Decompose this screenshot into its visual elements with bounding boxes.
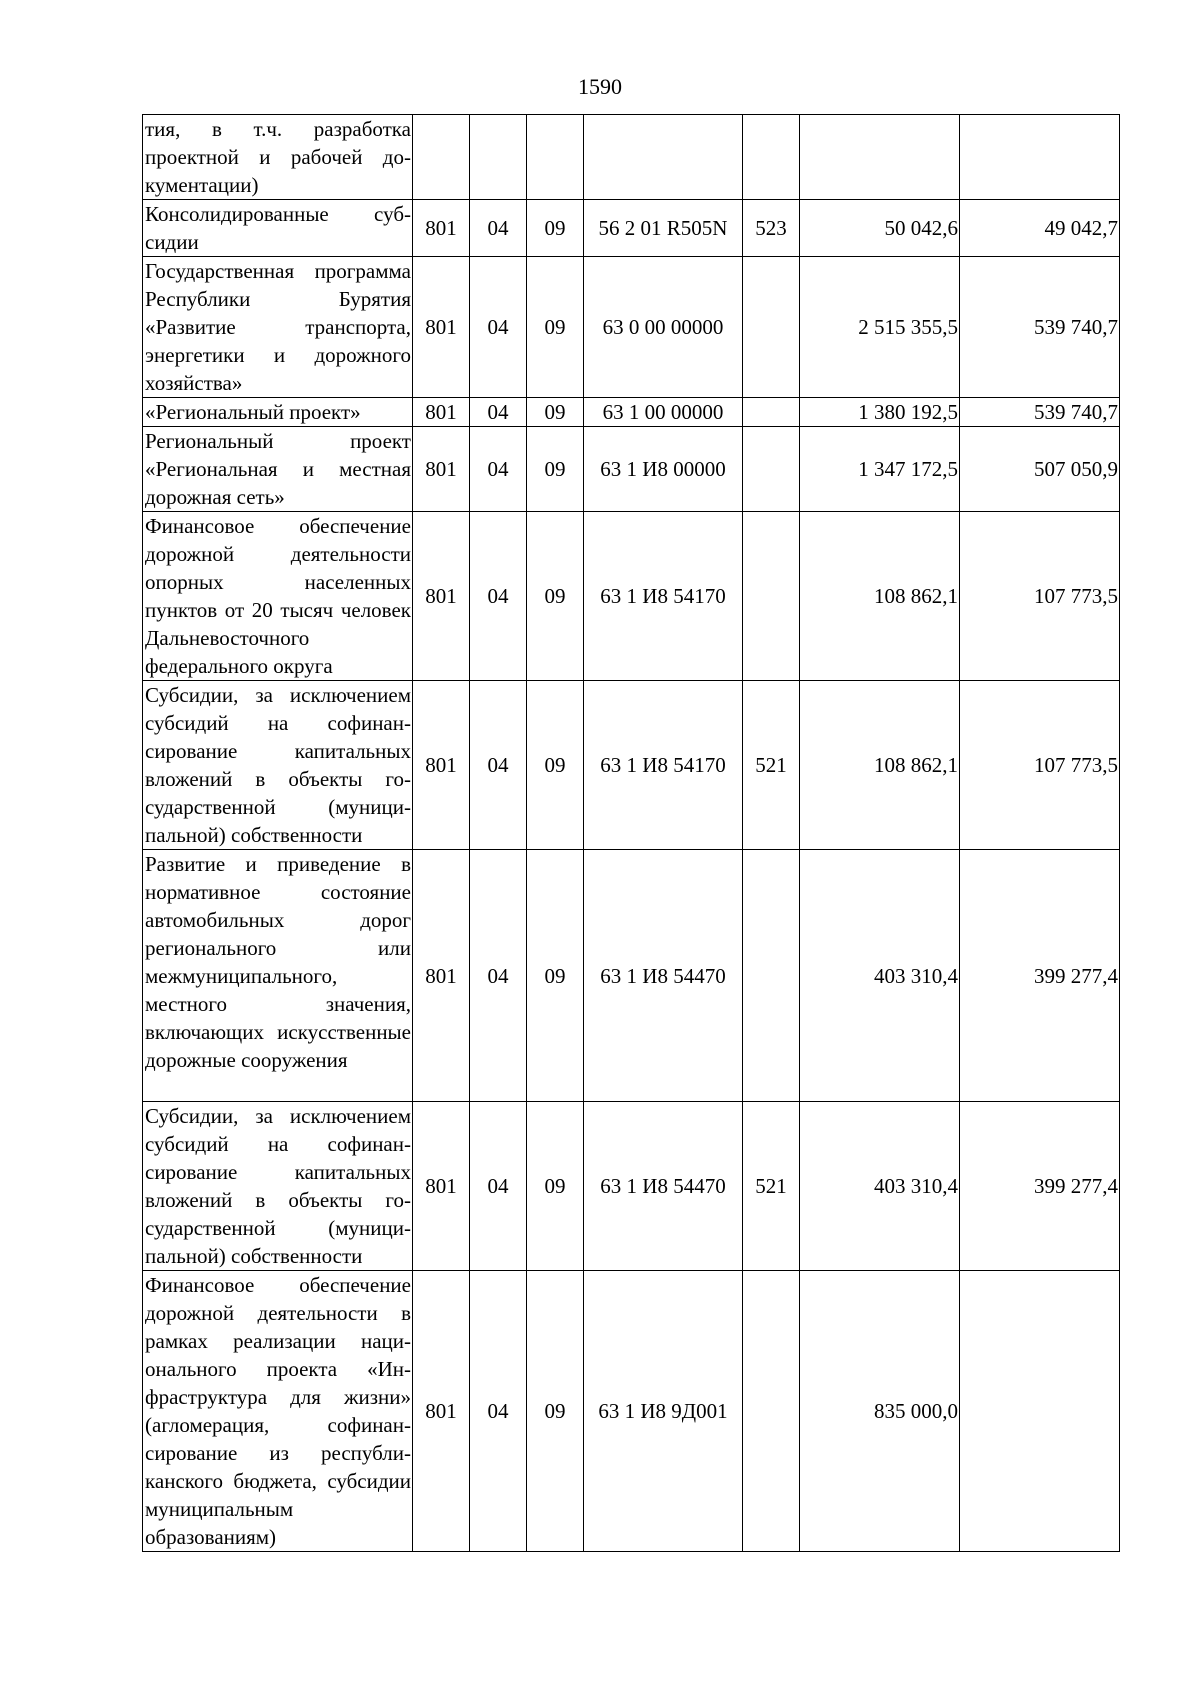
target-article-cell: 63 1 00 00000 (584, 398, 743, 427)
target-article-cell: 63 1 И8 54170 (584, 681, 743, 850)
row-name-cell: Субсидии, за исключением субсидий на софинансирование капитальных вложений в объекты государственной (муниципальной) собственности (143, 1102, 413, 1271)
amount-1-cell: 403 310,4 (800, 1102, 960, 1271)
amount-1-cell: 2 515 355,5 (800, 257, 960, 398)
section-code-cell: 04 (470, 398, 527, 427)
section-code-cell: 04 (470, 1102, 527, 1271)
budget-table (142, 114, 1120, 1552)
target-article-cell: 63 1 И8 54470 (584, 1102, 743, 1271)
ministry-code-cell: 801 (413, 681, 470, 850)
expense-type-cell (743, 257, 800, 398)
row-name-cell: Региональный проект «Региональная и местная дорожная сеть» (143, 427, 413, 512)
subsection-code-cell: 09 (527, 1102, 584, 1271)
expense-type-cell: 521 (743, 1102, 800, 1271)
subsection-code-cell: 09 (527, 850, 584, 1102)
target-article-cell: 63 1 И8 54470 (584, 850, 743, 1102)
amount-2-cell (960, 1271, 1120, 1552)
amount-2-cell: 539 740,7 (960, 257, 1120, 398)
amount-2-cell: 399 277,4 (960, 1102, 1120, 1271)
target-article-cell: 63 1 И8 9Д001 (584, 1271, 743, 1552)
row-name-cell: «Региональный проект» (143, 398, 413, 427)
subsection-code-cell: 09 (527, 200, 584, 257)
subsection-code-cell: 09 (527, 427, 584, 512)
amount-1-cell (800, 115, 960, 200)
table-row (143, 200, 1120, 257)
expense-type-cell (743, 115, 800, 200)
amount-1-cell: 835 000,0 (800, 1271, 960, 1552)
amount-2-cell: 107 773,5 (960, 681, 1120, 850)
target-article-cell: 63 0 00 00000 (584, 257, 743, 398)
subsection-code-cell (527, 115, 584, 200)
ministry-code-cell (413, 115, 470, 200)
target-article-cell: 63 1 И8 54170 (584, 512, 743, 681)
section-code-cell: 04 (470, 200, 527, 257)
amount-1-cell: 1 347 172,5 (800, 427, 960, 512)
amount-2-cell: 507 050,9 (960, 427, 1120, 512)
subsection-code-cell: 09 (527, 1271, 584, 1552)
amount-1-cell: 403 310,4 (800, 850, 960, 1102)
table-row (143, 427, 1120, 512)
table-row (143, 512, 1120, 681)
table-row (143, 1271, 1120, 1552)
amount-2-cell: 49 042,7 (960, 200, 1120, 257)
table-row (143, 115, 1120, 200)
amount-1-cell: 1 380 192,5 (800, 398, 960, 427)
row-name-cell: Консолидированные субсидии (143, 200, 413, 257)
section-code-cell (470, 115, 527, 200)
row-name-cell: Государственная программа Республики Бурятия «Развитие транспорта, энергетики и дорожного хозяйства» (143, 257, 413, 398)
ministry-code-cell: 801 (413, 850, 470, 1102)
subsection-code-cell: 09 (527, 257, 584, 398)
expense-type-cell (743, 398, 800, 427)
row-name-cell: Финансовое обеспечение дорожной деятельности опорных населенных пунктов от 20 тысяч человек Дальневосточного федерального округа (143, 512, 413, 681)
section-code-cell: 04 (470, 512, 527, 681)
amount-2-cell (960, 115, 1120, 200)
row-name-cell: тия, в т.ч. разработка проектной и рабочей документации) (143, 115, 413, 200)
ministry-code-cell: 801 (413, 1102, 470, 1271)
target-article-cell: 63 1 И8 00000 (584, 427, 743, 512)
expense-type-cell (743, 427, 800, 512)
section-code-cell: 04 (470, 257, 527, 398)
subsection-code-cell: 09 (527, 512, 584, 681)
table-row (143, 681, 1120, 850)
expense-type-cell: 521 (743, 681, 800, 850)
target-article-cell (584, 115, 743, 200)
ministry-code-cell: 801 (413, 1271, 470, 1552)
expense-type-cell (743, 1271, 800, 1552)
table-row (143, 850, 1120, 1102)
ministry-code-cell: 801 (413, 257, 470, 398)
amount-1-cell: 108 862,1 (800, 512, 960, 681)
expense-type-cell (743, 850, 800, 1102)
row-name-cell: Субсидии, за исключением субсидий на софинансирование капитальных вложений в объекты государственной (муниципальной) собственности (143, 681, 413, 850)
expense-type-cell (743, 512, 800, 681)
target-article-cell: 56 2 01 R505N (584, 200, 743, 257)
section-code-cell: 04 (470, 1271, 527, 1552)
section-code-cell: 04 (470, 681, 527, 850)
amount-1-cell: 50 042,6 (800, 200, 960, 257)
subsection-code-cell: 09 (527, 398, 584, 427)
row-name-cell: Развитие и приведение в нормативное состояние автомобильных дорог регионального или межмуниципального, местного значения, включающих искусственные дорожные сооружения (143, 850, 413, 1102)
amount-1-cell: 108 862,1 (800, 681, 960, 850)
ministry-code-cell: 801 (413, 200, 470, 257)
table-row (143, 398, 1120, 427)
ministry-code-cell: 801 (413, 398, 470, 427)
table-row (143, 1102, 1120, 1271)
amount-2-cell: 539 740,7 (960, 398, 1120, 427)
amount-2-cell: 107 773,5 (960, 512, 1120, 681)
table-row (143, 257, 1120, 398)
ministry-code-cell: 801 (413, 427, 470, 512)
row-name-cell: Финансовое обеспечение дорожной деятельности в рамках реализации национального проекта «Инфраструктура для жизни» (агломерация, софинансирование из республиканского бюджета, субсидии муниципальным образованиям) (143, 1271, 413, 1552)
page-number: 1590 (578, 74, 622, 99)
amount-2-cell: 399 277,4 (960, 850, 1120, 1102)
table-body (143, 115, 1120, 1552)
ministry-code-cell: 801 (413, 512, 470, 681)
expense-type-cell: 523 (743, 200, 800, 257)
section-code-cell: 04 (470, 850, 527, 1102)
section-code-cell: 04 (470, 427, 527, 512)
subsection-code-cell: 09 (527, 681, 584, 850)
